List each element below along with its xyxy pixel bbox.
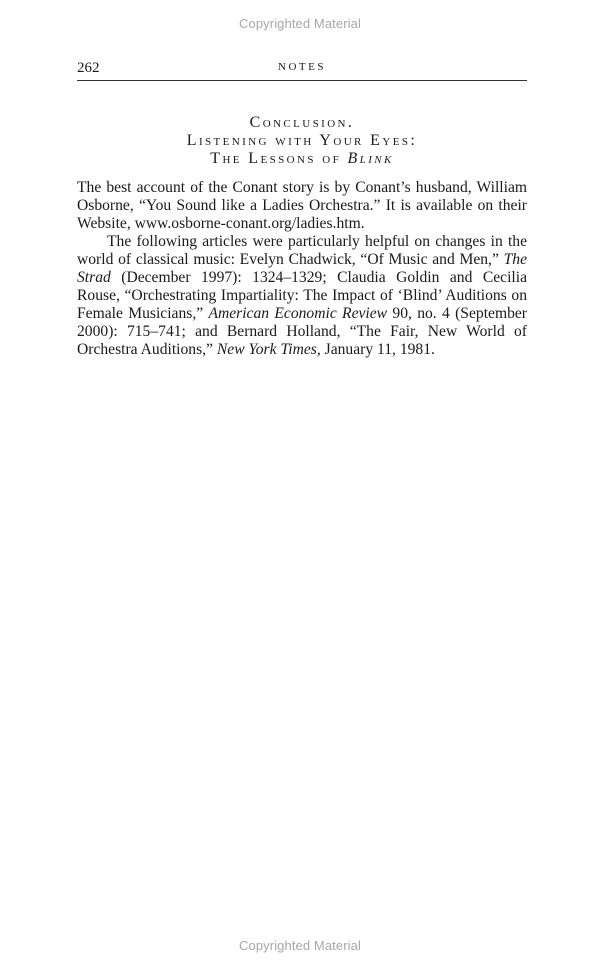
note-text: (December 1997): 1324–1329; Claudia Goldin and Cecilia Rouse, “Orchestrating Impartiality: The Impact of ‘Blind’ Auditions on Female Musicians,” bbox=[77, 269, 527, 322]
chapter-heading-line-3 bbox=[77, 150, 527, 168]
running-head bbox=[77, 60, 527, 81]
page-number: 262 bbox=[77, 60, 100, 76]
copyright-watermark-top: Copyrighted Material bbox=[239, 16, 361, 31]
section-label: NOTES bbox=[278, 61, 326, 73]
chapter-heading bbox=[77, 114, 527, 168]
note-paragraph-2 bbox=[77, 233, 527, 359]
note-text: The best account of the Conant story is by Conant’s husband, William Osborne, “You Sound like a Ladies Orchestra.” It is available on their Website, www.osborne-conant.org/ladies.htm. bbox=[77, 179, 527, 232]
publication-title: American Economic Review bbox=[208, 305, 388, 322]
chapter-heading-prefix: The Lessons of bbox=[210, 150, 348, 167]
publication-title: New York Times, bbox=[216, 341, 321, 358]
book-title: Blink bbox=[347, 150, 394, 167]
note-text: 90, no. 4 (September 2000): 715–741; and Bernard Holland, “The Fair, New World of Orchestra Auditions,” bbox=[77, 305, 527, 358]
note-paragraph-1 bbox=[77, 179, 527, 233]
note-text: The following articles were particularly helpful on changes in the world of classical music: Evelyn Chadwick, “Of Music and Men,” bbox=[77, 233, 527, 268]
chapter-heading-line-2: Listening with Your Eyes: bbox=[186, 132, 418, 149]
copyright-watermark-bottom: Copyrighted Material bbox=[239, 938, 361, 953]
note-text: January 11, 1981. bbox=[320, 341, 435, 358]
notes-body bbox=[77, 179, 527, 359]
publication-title: The Strad bbox=[77, 251, 527, 286]
chapter-heading-line-1: Conclusion. bbox=[249, 114, 355, 131]
